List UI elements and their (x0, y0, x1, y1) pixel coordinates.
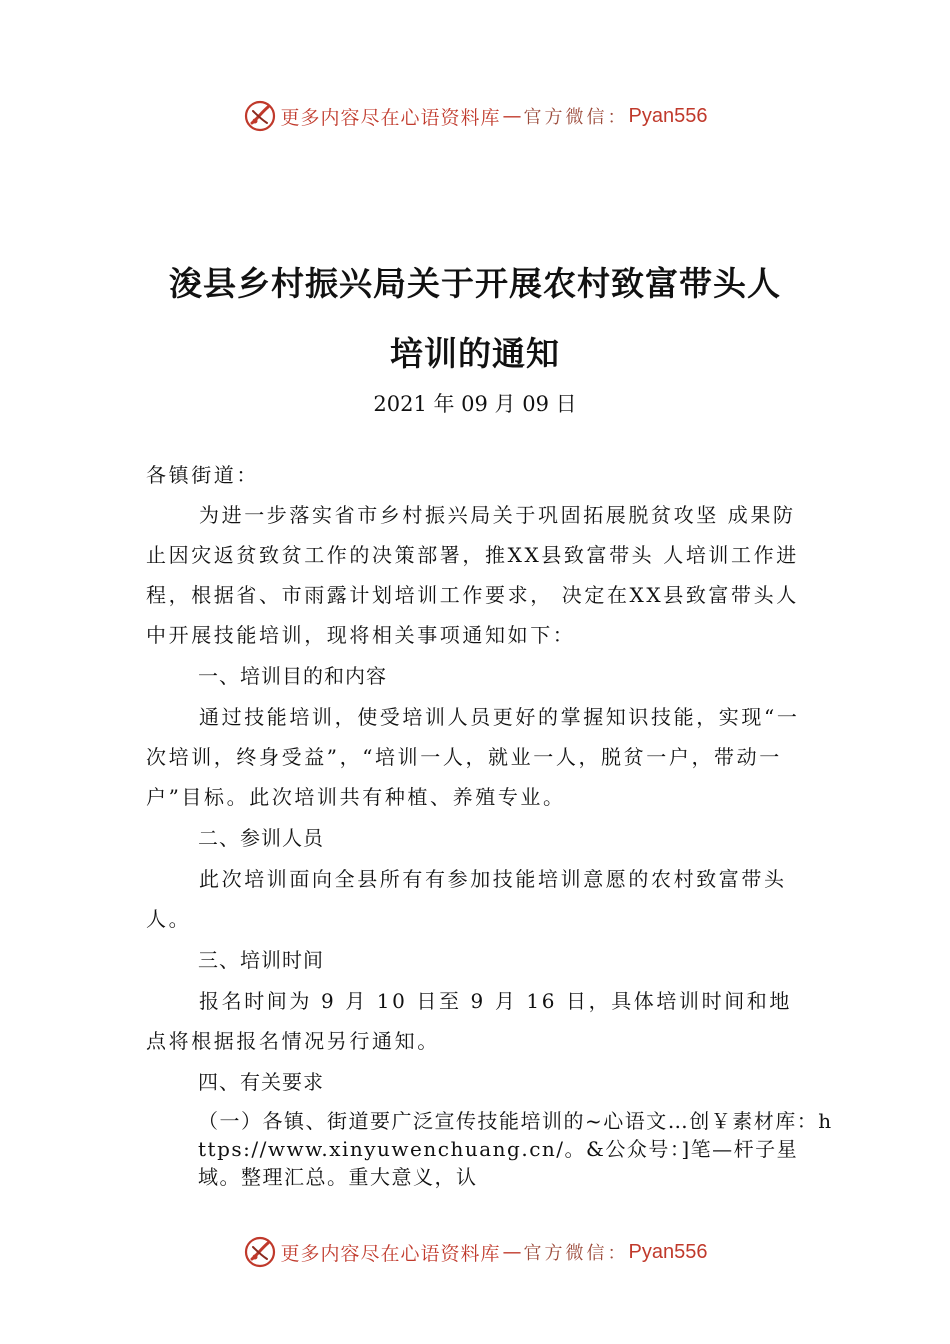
watermark-text: 更多内容尽在心语资料库 (280, 1242, 501, 1265)
section4-paragraph: （一）各镇、街道要广泛宣传技能培训的~心语文…创￥素材库：https://www.xinyuwenchuang.cn/。&公众号：]笔—杆子星域。整理汇总。重大意义，认 (198, 1109, 833, 1189)
document-date: 2021 年 09 月 09 日 (373, 392, 577, 416)
watermark-banner-bottom (0, 1232, 950, 1272)
document-body (146, 455, 833, 1191)
document-title-line1: 浚县乡村振兴局关于开展农村致富带头人 (169, 264, 781, 303)
brush-logo-icon (243, 99, 277, 133)
watermark-wechat-id: Pyan556 (628, 104, 708, 127)
watermark-text: 更多内容尽在心语资料库 (280, 106, 501, 129)
watermark-separator: — (502, 105, 522, 127)
document-title-line2: 培训的通知 (390, 334, 560, 373)
watermark-label: 官方微信： (523, 1243, 629, 1264)
section1-heading: 一、培训目的和内容 (198, 664, 387, 688)
salutation: 各镇街道： (146, 463, 259, 487)
intro-paragraph: 为进一步落实省市乡村振兴局关于巩固拓展脱贫攻坚 成果防止因灾返贫致贫工作的决策部署，推XX县致富带头 人培训工作进程，根据省、市雨露计划培训工作要求， 决定在XX县致富带头人中开展技能培训，现将相关事项通知如下： (146, 503, 799, 647)
section3-paragraph: 报名时间为 9 月 10 日至 9 月 16 日，具体培训时间和地点将根据报名情况另行通知。 (146, 989, 793, 1053)
watermark-wechat-id: Pyan556 (628, 1240, 708, 1263)
section2-paragraph: 此次培训面向全县所有有参加技能培训意愿的农村致富带头人。 (146, 867, 787, 931)
brush-logo-icon (243, 1235, 277, 1269)
watermark-label: 官方微信： (523, 107, 629, 128)
section1-paragraph: 通过技能培训，使受培训人员更好的掌握知识技能，实现“一次培训，终身受益”，“培训一人，就业一人，脱贫一户，带动一户”目标。此次培训共有种植、养殖专业。 (146, 705, 800, 809)
section2-heading: 二、参训人员 (198, 826, 324, 850)
watermark-separator: — (502, 1241, 522, 1263)
section4-heading: 四、有关要求 (198, 1070, 324, 1094)
watermark-banner-top (0, 96, 950, 136)
section3-heading: 三、培训时间 (198, 948, 324, 972)
